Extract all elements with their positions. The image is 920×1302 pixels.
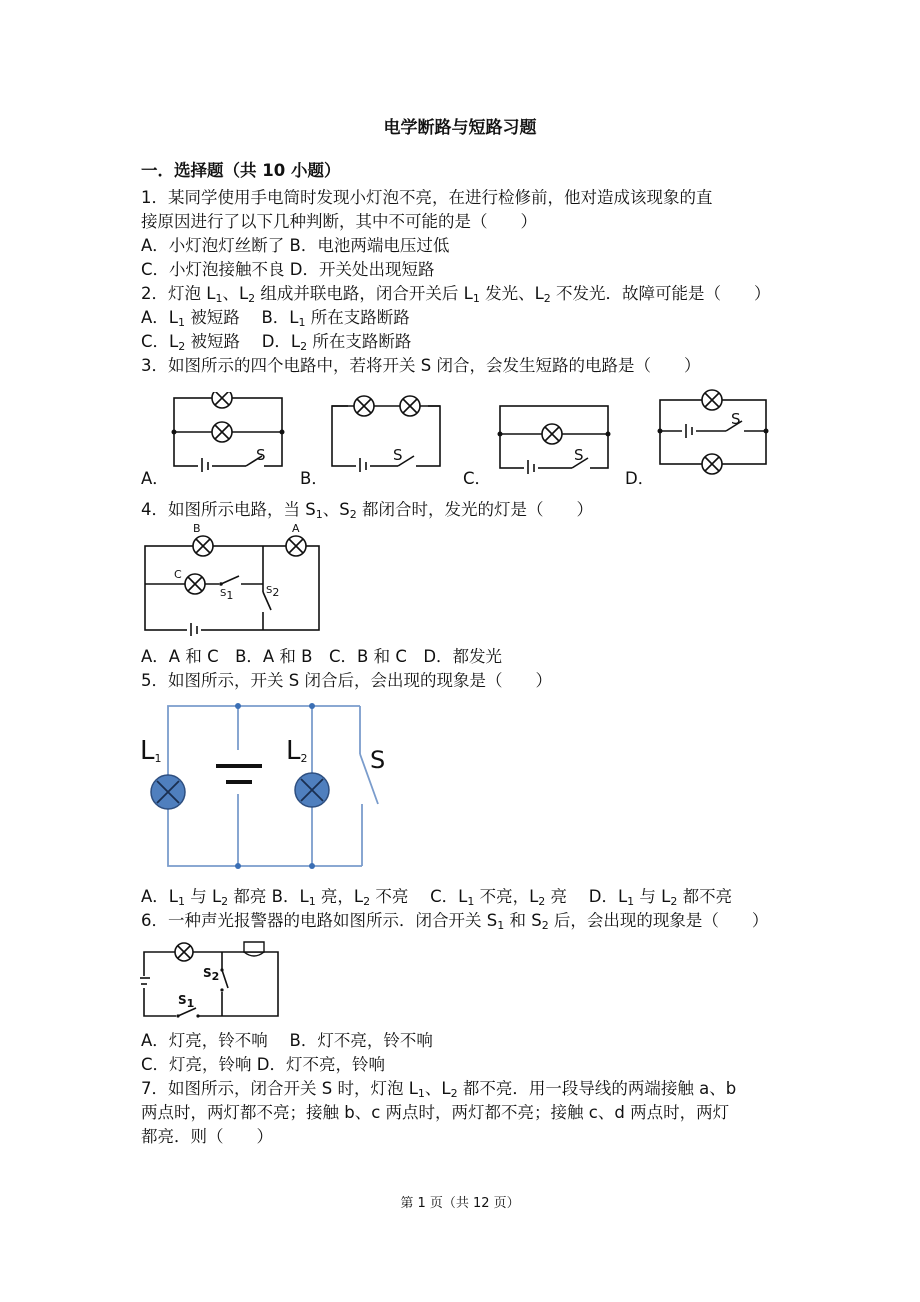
q3-stem: 3．如图所示的四个电路中，若将开关 S 闭合，会发生短路的电路是（ ） (141, 356, 701, 375)
q1-options-cd: C．小灯泡接触不良 D．开关处出现短路 (141, 260, 435, 279)
q5-stem: 5．如图所示，开关 S 闭合后，会出现的现象是（ ） (141, 671, 552, 690)
q3-circuit-d (656, 386, 770, 480)
q4-switch-s2-label: $S_2$ (266, 585, 280, 599)
q7-stem-line2: 两点时，两灯都不亮；接触 b、c 两点时，两灯都不亮；接触 c、d 两点时，两灯 (141, 1103, 730, 1122)
q5-label-l2: $L_2$ (286, 736, 308, 766)
q5-label-s: S (370, 746, 386, 774)
q1-options-ab: A．小灯泡灯丝断了 B．电池两端电压过低 (141, 236, 450, 255)
q6-options-ab: A．灯亮，铃不响 B．灯不亮，铃不响 (141, 1031, 433, 1050)
section-heading: 一．选择题（共 10 小题） (141, 161, 341, 180)
q3-circuit-a (168, 392, 288, 472)
q3a-switch-label: S (256, 446, 266, 464)
q3-label-a: A． (141, 469, 169, 488)
q4-circuit (141, 526, 325, 636)
q3c-switch-label: S (574, 446, 584, 464)
q5-circuit (140, 700, 400, 876)
q6-switch-s2-label: $S_2$ (203, 966, 220, 983)
page-footer: 第 1 页（共 12 页） (400, 1196, 520, 1211)
q1-stem-line1: 1．某同学使用手电筒时发现小灯泡不亮，在进行检修前，他对造成该现象的直 (141, 188, 713, 207)
q3-label-c: C． (463, 469, 492, 488)
q6-switch-s1-label: $S_1$ (178, 993, 195, 1010)
q4-lamp-c-label: C (174, 568, 182, 581)
q3-label-d: D． (625, 469, 655, 488)
q3-circuit-c (494, 400, 614, 474)
q4-stem: 4．如图所示电路，当 $S_1$、$S_2$ 都闭合时，发光的灯是（ ） (141, 500, 593, 521)
q5-label-l1: $L_1$ (140, 736, 162, 766)
q7-stem-line1: 7．如图所示，闭合开关 S 时，灯泡 $L_1$、$L_2$ 都不亮．用一段导线的两端接触 a、b (141, 1079, 737, 1100)
q1-stem-line2: 接原因进行了以下几种判断，其中不可能的是（ ） (141, 212, 537, 231)
q6-stem: 6．一种声光报警器的电路如图所示．闭合开关 $S_1$ 和 $S_2$ 后，会出现的现象是（ ） (141, 911, 769, 932)
q3b-switch-label: S (393, 446, 403, 464)
q3-circuit-b (326, 392, 446, 472)
q3d-switch-label: S (731, 410, 741, 428)
q4-lamp-a-label: A (292, 522, 300, 535)
q2-options-ab: A．$L_1$ 被短路 B．$L_1$ 所在支路断路 (141, 308, 410, 329)
q5-options: A．$L_1$ 与 $L_2$ 都亮 B．$L_1$ 亮，$L_2$ 不亮 C．$L_1$ 不亮，$L_2$ 亮 D．$L_1$ 与 $L_2$ 都不亮 (141, 887, 733, 908)
q2-stem: 2．灯泡 $L_1$、$L_2$ 组成并联电路，闭合开关后 $L_1$ 发光、$L_2$ 不发光．故障可能是（ ） (141, 284, 771, 305)
page-title: 电学断路与短路习题 (383, 118, 537, 138)
q4-switch-s1-label: $S_1$ (220, 588, 234, 602)
q6-options-cd: C．灯亮，铃响 D．灯不亮，铃响 (141, 1055, 385, 1074)
q3-label-b: B． (300, 469, 328, 488)
q7-stem-line3: 都亮．则（ ） (141, 1127, 273, 1146)
q4-options: A．A 和 C B．A 和 B C．B 和 C D．都发光 (141, 647, 503, 666)
q2-options-cd: C．$L_2$ 被短路 D．$L_2$ 所在支路断路 (141, 332, 412, 353)
q4-lamp-b-label: B (193, 522, 201, 535)
